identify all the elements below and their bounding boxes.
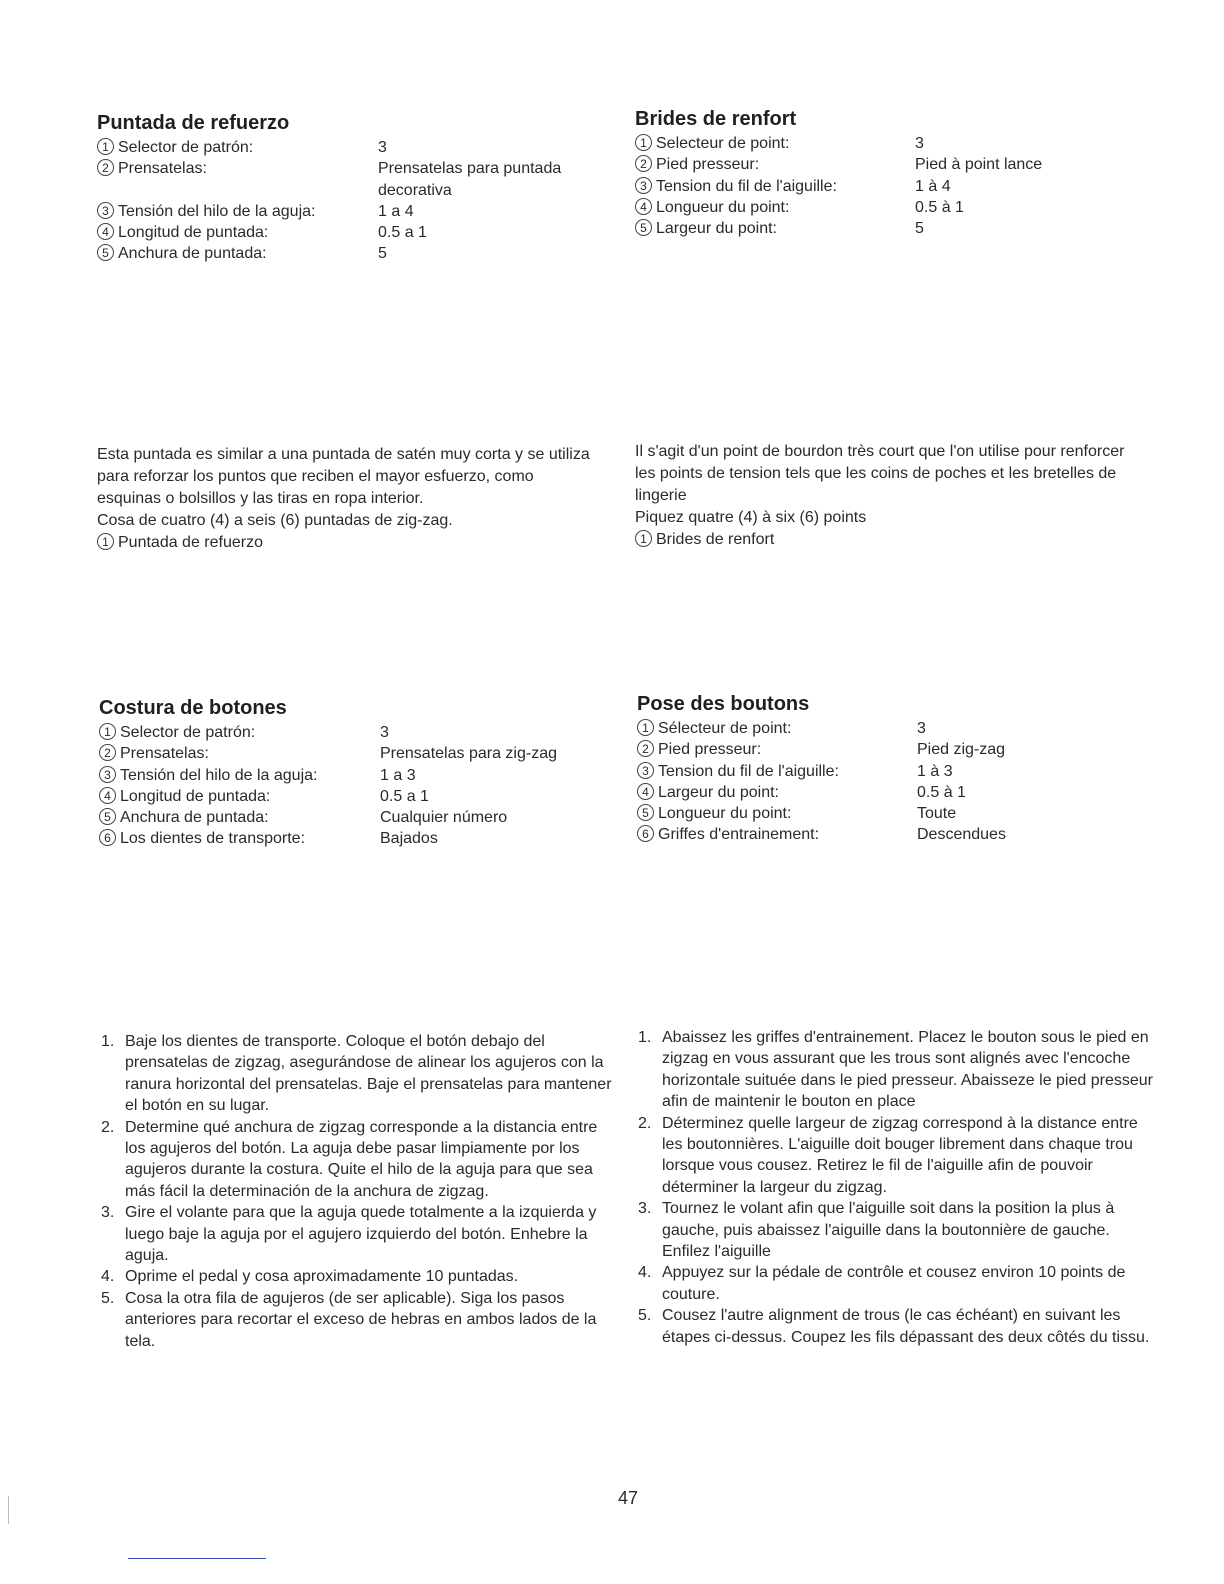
step-number: 4. [101,1268,115,1286]
step-text: Déterminez quelle largeur de zigzag correspond à la distance entre les boutonnières. L'aiguille doit bouger librement dans chaque trou lorsque vous cousez. Retirez le fil de l'aiguille afin de pouvoir déterminer la largeur du zigzag. [662,1114,1138,1196]
instruction-text: Piquez quatre (4) à six (6) points [635,509,867,526]
number-circle: 5 [99,808,116,825]
step-item [634,1198,1154,1262]
section-title: Costura de botones [99,697,287,719]
step-number: 4. [638,1264,652,1282]
setting-row [637,761,1137,782]
setting-value: Cualquier número [380,809,508,827]
section-title: Pose des boutons [637,693,810,715]
number-circle: 2 [635,155,652,172]
number-circle: 1 [99,723,116,740]
step-item [97,1202,612,1266]
setting-label: Tension du fil de l'aiguille: [658,762,839,780]
page-number: 47 [618,1488,639,1508]
setting-value: 0.5 a 1 [378,224,427,242]
setting-label: Longitud de puntada: [118,224,269,242]
number-circle: 2 [97,159,114,176]
setting-value: 3 [915,135,924,152]
caption-text: Brides de renfort [656,531,775,548]
setting-row [635,176,1135,197]
setting-value: Pied à point lance [915,156,1043,174]
setting-value: Bajados [380,830,438,848]
setting-label: Longueur du point: [656,198,790,216]
setting-label: Selector de patrón: [118,139,254,156]
setting-value: 3 [380,724,389,741]
number-circle: 4 [635,198,652,215]
setting-row [637,739,1137,760]
setting-label: Prensatelas: [120,745,209,763]
setting-value: 0.5 a 1 [380,787,429,805]
setting-row [635,133,1135,154]
step-item [97,1117,612,1203]
setting-label: Sélecteur de point: [658,720,792,737]
step-text: Determine qué anchura de zigzag corresponde a la distancia entre los agujeros del botón. La aguja debe pasar limpiamente por los agujeros durante la costura. Quite el hilo de la aguja para que sea más fácil la determinación de la anchura de zigzag. [125,1118,598,1200]
step-item [634,1027,1154,1113]
setting-row [637,803,1137,824]
number-circle: 5 [637,804,654,821]
setting-row [99,807,599,828]
step-text: Gire el volante para que la aguja quede totalmente a la izquierda y luego baje la aguja por el agujero izquierdo del botón. Enhebre la aguja. [125,1204,597,1265]
figure-caption [635,529,1147,551]
step-number: 2. [638,1114,652,1132]
setting-label: Selector de patrón: [120,724,256,741]
setting-label: Anchura de puntada: [120,809,269,827]
section-title: Puntada de refuerzo [97,112,290,134]
setting-value: 5 [915,220,924,238]
setting-label: Pied presseur: [656,156,760,174]
step-text: Baje los dientes de transporte. Coloque el botón debajo del prensatelas de zigzag, asegurándose de alinear los agujeros con la ranura horizontal del prensatelas. Baje el prensatelas para mantener el botón en su lugar. [125,1033,612,1115]
number-circle: 1 [635,530,652,547]
step-text: Tournez le volant afin que l'aiguille soit dans la position la plus à gauche, puis abaissez l'aiguille dans la boutonnière de gauche. Enfilez l'aiguille [662,1200,1115,1261]
paragraph-refuerzo [97,444,597,554]
section-costura-botones [99,697,599,850]
footer-rule [128,1558,266,1559]
setting-row [99,743,599,764]
settings-list [635,133,1135,239]
setting-row [97,243,597,264]
number-circle: 2 [99,744,116,761]
setting-row [97,158,597,201]
step-number: 5. [638,1307,652,1325]
paragraph-renfort [635,441,1147,551]
step-number: 1. [101,1033,115,1050]
setting-row [97,137,597,158]
setting-row [99,828,599,849]
step-text: Abaissez les griffes d'entrainement. Placez le bouton sous le pied en zigzag en vous assurant que les trous sont alignés avec l'encoche horizontale suituée dans le pied presseur. Abaisseze le pied presseur afin de maintenir le bouton en place [662,1029,1153,1111]
number-circle: 6 [99,829,116,846]
step-number: 1. [638,1029,652,1046]
setting-value: 5 [378,245,387,263]
section-pose-boutons [637,693,1137,846]
number-circle: 5 [97,244,114,261]
setting-value: 1 à 3 [917,762,953,780]
steps-list-es [97,1031,612,1352]
setting-value: Prensatelas para zig-zag [380,745,557,763]
steps-list-fr [634,1027,1154,1348]
settings-list [637,718,1137,846]
description-text: Esta puntada es similar a una puntada de satén muy corta y se utiliza para reforzar los puntos que reciben el mayor esfuerzo, como esquinas o bolsillos y las tiras en ropa interior. [97,446,590,507]
step-number: 3. [101,1204,115,1222]
setting-row [97,222,597,243]
number-circle: 5 [635,219,652,236]
setting-row [99,765,599,786]
setting-value: 3 [917,720,926,737]
setting-label: Pied presseur: [658,741,762,759]
setting-row [635,154,1135,175]
step-item [97,1031,612,1117]
step-text: Oprime el pedal y cosa aproximadamente 10 puntadas. [125,1268,519,1286]
number-circle: 3 [99,766,116,783]
setting-value: 0.5 à 1 [915,198,964,216]
setting-label: Los dientes de transporte: [120,830,306,848]
setting-label: Griffes d'entrainement: [658,826,820,844]
setting-row [637,718,1137,739]
number-circle: 4 [637,783,654,800]
section-brides-renfort [635,108,1135,239]
setting-value: 1 a 4 [378,202,414,220]
instruction-text: Cosa de cuatro (4) a seis (6) puntadas de zig-zag. [97,512,453,529]
number-circle: 1 [97,138,114,155]
step-item [634,1305,1154,1348]
number-circle: 2 [637,740,654,757]
figure-caption [97,532,597,554]
caption-text: Puntada de refuerzo [118,534,263,551]
number-circle: 4 [99,787,116,804]
setting-label: Anchura de puntada: [118,245,267,263]
setting-row [637,782,1137,803]
number-circle: 4 [97,223,114,240]
setting-value: 3 [378,139,387,156]
setting-value: Descendues [917,826,1006,844]
number-circle: 1 [637,719,654,736]
number-circle: 1 [97,533,114,550]
setting-label: Tensión del hilo de la aguja: [118,202,316,220]
step-text: Appuyez sur la pédale de contrôle et cousez environ 10 points de couture. [662,1264,1126,1303]
step-text: Cousez l'autre alignment de trous (le cas échéant) en suivant les étapes ci-dessus. Coupez les fils dépassant des deux côtés du tissu. [662,1307,1150,1346]
setting-row [99,722,599,743]
margin-mark [8,1496,9,1524]
setting-value: Toute [917,805,957,823]
number-circle: 1 [635,134,652,151]
step-item [97,1266,612,1287]
section-title: Brides de renfort [635,108,797,130]
setting-value: Prensatelas para puntada decorativa [378,160,562,199]
setting-row [637,824,1137,845]
description-text: Il s'agit d'un point de bourdon très court que l'on utilise pour renforcer les points de tension tels que les coins de poches et les bretelles de lingerie [635,443,1125,504]
setting-value: 0.5 à 1 [917,783,966,801]
number-circle: 6 [637,825,654,842]
settings-list [99,722,599,850]
step-number: 3. [638,1200,652,1218]
setting-row [635,218,1135,239]
setting-label: Tensión del hilo de la aguja: [120,766,318,784]
step-text: Cosa la otra fila de agujeros (de ser aplicable). Siga los pasos anteriores para recortar el exceso de hebras en ambos lados de la tela. [125,1289,597,1350]
setting-value: 1 a 3 [380,766,416,784]
setting-label: Tension du fil de l'aiguille: [656,177,837,195]
step-item [97,1288,612,1352]
number-circle: 3 [97,202,114,219]
section-puntada-refuerzo [97,112,597,265]
setting-value: Pied zig-zag [917,741,1006,759]
setting-label: Prensatelas: [118,160,207,178]
step-item [634,1113,1154,1199]
number-circle: 3 [635,177,652,194]
setting-label: Largeur du point: [658,783,779,801]
setting-row [97,201,597,222]
number-circle: 3 [637,762,654,779]
step-number: 5. [101,1289,115,1307]
step-number: 2. [101,1118,115,1136]
step-item [634,1262,1154,1305]
setting-label: Longitud de puntada: [120,787,271,805]
setting-row [635,197,1135,218]
setting-label: Largeur du point: [656,220,777,238]
setting-label: Selecteur de point: [656,135,790,152]
setting-label: Longueur du point: [658,805,792,823]
settings-list [97,137,597,265]
setting-row [99,786,599,807]
setting-value: 1 à 4 [915,177,951,195]
